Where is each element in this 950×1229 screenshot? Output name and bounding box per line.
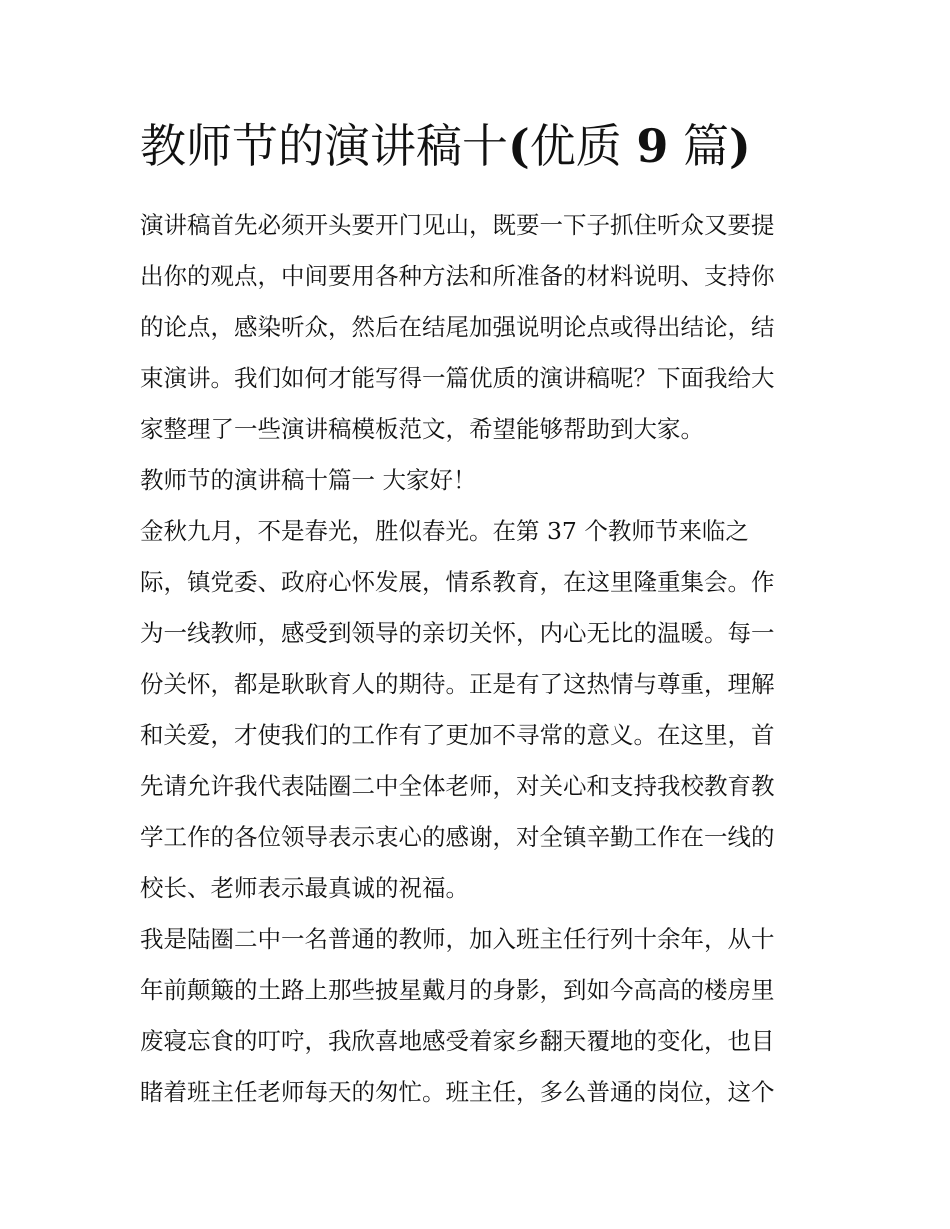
text-line: 束演讲。我们如何才能写得一篇优质的演讲稿呢？下面我给大 xyxy=(140,364,775,392)
text-line: 家整理了一些演讲稿模板范文，希望能够帮助到大家。 xyxy=(140,415,704,443)
title-text: 教师节的演讲稿十 xyxy=(140,119,508,173)
section-heading-line: 教师节的演讲稿十篇一 大家好！ xyxy=(140,466,477,494)
text-line: 我是陆圈二中一名普通的教师，加入班主任行列十余年，从十 xyxy=(140,925,775,953)
title-count: 9 xyxy=(636,119,669,173)
text-line: 出你的观点，中间要用各种方法和所准备的材料说明、支持你 xyxy=(140,262,775,290)
title-close-paren: ) xyxy=(729,119,751,173)
text-line: 校长、老师表示最真诚的祝福。 xyxy=(140,874,469,902)
title-quality: 优质 xyxy=(529,119,622,173)
text-line: 金秋九月，不是春光，胜似春光。在第 37 个教师节来临之 xyxy=(140,517,749,545)
text-line: 睹着班主任老师每天的匆忙。班主任，多么普通的岗位，这个 xyxy=(140,1078,775,1106)
title-spacer xyxy=(668,119,683,173)
text-line: 演讲稿首先必须开头要开门见山，既要一下子抓住听众又要提 xyxy=(140,211,775,239)
title-open-paren: ( xyxy=(508,119,530,173)
text-line: 先请允许我代表陆圈二中全体老师，对关心和支持我校教育教 xyxy=(140,772,775,800)
title-spacer xyxy=(622,119,637,173)
text-line: 废寝忘食的叮咛，我欣喜地感受着家乡翻天覆地的变化，也目 xyxy=(140,1027,775,1055)
text-line: 为一线教师，感受到领导的亲切关怀，内心无比的温暖。每一 xyxy=(140,619,775,647)
text-line: 学工作的各位领导表示衷心的感谢，对全镇辛勤工作在一线的 xyxy=(140,823,775,851)
text-line: 份关怀，都是耿耿育人的期待。正是有了这热情与尊重，理解 xyxy=(140,670,775,698)
document-body xyxy=(140,200,820,1118)
text-line: 年前颠簸的土路上那些披星戴月的身影，到如今高高的楼房里 xyxy=(140,976,775,1004)
text-line: 和关爱，才使我们的工作有了更加不寻常的意义。在这里，首 xyxy=(140,721,775,749)
title-unit: 篇 xyxy=(683,119,730,173)
text-line: 际，镇党委、政府心怀发展，情系教育，在这里隆重集会。作 xyxy=(140,568,775,596)
document-title xyxy=(140,116,840,176)
text-line: 的论点，感染听众，然后在结尾加强说明论点或得出结论，结 xyxy=(140,313,775,341)
